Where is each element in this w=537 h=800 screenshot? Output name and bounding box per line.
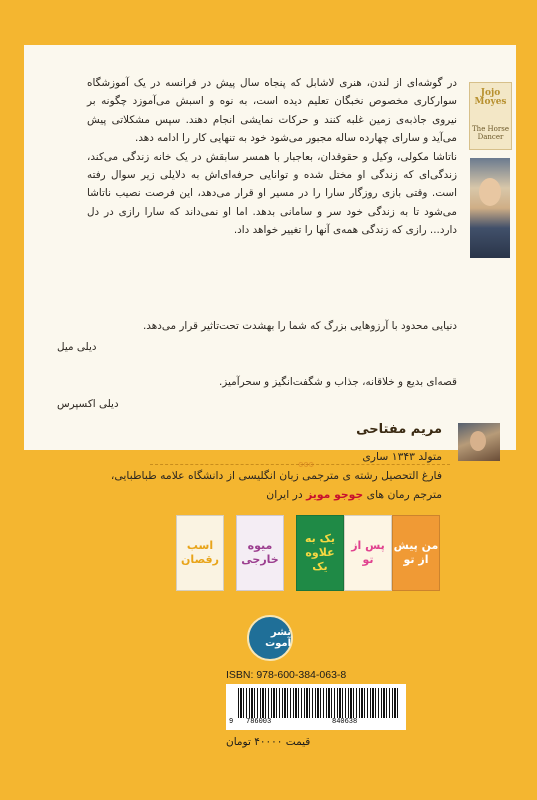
barcode-prefix: 9 (229, 718, 234, 726)
quote-2-text: قصه‌ای بدیع و خلاقانه، جذاب و شگفت‌انگیز و سحرآمیز. (219, 376, 457, 388)
quote-1-text: دنیایی محدود با آرزوهایی بزرگ که شما را بهشدت تحت‌تاثیر قرار می‌دهد. (142, 320, 457, 332)
author-photo (470, 158, 510, 258)
divider-ornament: ۞۞۞ (298, 459, 314, 469)
barcode (226, 684, 406, 730)
publisher-logo: نشر آموت (247, 615, 293, 661)
book-description (87, 74, 457, 240)
price-label: قیمت ۴۰۰۰۰ تومان (226, 736, 311, 748)
book-cover-author: Jojo Moyes (474, 88, 507, 107)
description-paragraph-2: ناتاشا مکولی، وکیل و حقوقدان، بعاجبار با همسر سابقش در یک خانه زندگی می‌کند، زندگی‌ای که زندگی او مختل شده و توانایی حرفه‌ای‌اش به دلایلی زیر سوال رفته است. وقتی بازی روزگار سارا را در مسیر او قرار می‌دهد، این فرصت نصیب ناتاشا می‌شود تا به زندگی خود سر و سامانی بدهد. اما او نمی‌داند که سارا رازی در دل دارد... رازی که زندگی همه‌ی آنها را تغییر خواهد داد. (87, 150, 457, 237)
book-cover-thumbnail (469, 82, 512, 150)
translator-work-prefix: مترجم رمان های (366, 488, 442, 501)
barcode-bars (238, 688, 398, 718)
book-cover-horse-dancer: اسب رقصان (176, 515, 224, 591)
book-cover-one-plus-one: یک به علاوه یک (296, 515, 344, 591)
translator-work (22, 485, 442, 504)
book-cover-foreign-fruit: میوه خارجی (236, 515, 284, 591)
quote-1-source: دیلی میل (57, 341, 97, 353)
translator-born: متولد ۱۳۴۳ ساری (362, 450, 442, 463)
translator-education: فارغ التحصیل رشته ی مترجمی زبان انگلیسی از دانشگاه علامه طباطبایی، (110, 469, 442, 482)
translator-info (22, 447, 442, 504)
description-paragraph-1: در گوشه‌ای از لندن، هنری لاشابل که پنجاه سال پیش در فرانسه در یک آموزشگاه سوارکاری مخصوص نخبگان تعلیم دیده است، به نوه و اسبش می‌آموزد چگونه بر نیروی جاذبه‌ی زمین غلبه کنند و حرکات نمایشی انجام دهند. سپس مشکلاتی پیش می‌آید و سارای چهارده ساله مجبور می‌شود خود به تنهایی کار را ادامه دهد. (87, 77, 457, 145)
barcode-right-digits: 840638 (332, 718, 358, 726)
book-cover-me-before-you: من پیش از تو (392, 515, 440, 591)
quote-2-source: دیلی اکسپرس (57, 398, 119, 410)
translator-name: مریم مفتاحی (356, 422, 442, 437)
book-cover-title: The Horse Dancer (472, 125, 509, 141)
translator-work-highlight: جوجو مویز (306, 488, 364, 501)
isbn-label: ISBN: 978-600-384-063-8 (226, 669, 347, 681)
book-cover-after-you: پس از تو (344, 515, 392, 591)
translator-photo (458, 423, 500, 461)
translator-work-suffix: در ایران (266, 488, 303, 501)
barcode-left-digits: 786003 (246, 718, 272, 726)
